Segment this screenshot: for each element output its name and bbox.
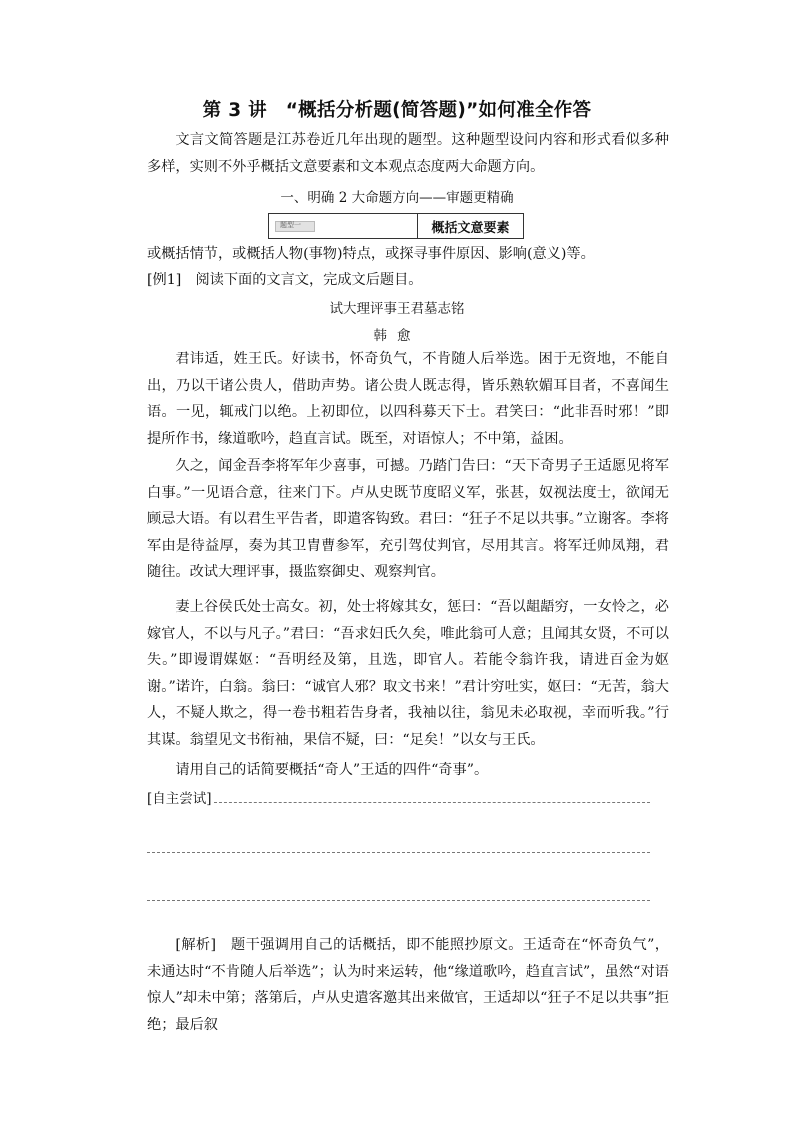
- tag-description: 或概括情节，或概括人物(事物)特点，或探寻事件原因、影响(意义)等。: [147, 246, 595, 262]
- analysis-paragraph: [解析] 题干强调用自己的话概括，即不能照抄原文。王适奇在“怀奇负气”，未通达时“不肯随人后举选”；认为时来运转，他“缘道歌吟，趋直言试”，虽然“对语惊人”却未中第；落第后，卢从史遣客邀其出来做官，王适却以“狂子不足以共事”拒绝；最后叙: [147, 937, 669, 1033]
- article-paragraph-2: 久之，闻金吾李将军年少喜事，可撼。乃踏门告曰：“天下奇男子王适愿见将军白事。”一见语合意，往来门下。卢从史既节度昭义军，张甚，奴视法度士，欲闻无顾忌大语。有以君生平告者，即遣客钩致。君曰：“狂子不足以共事。”立谢客。李将军由是待益厚，奏为其卫胄曹参军，充引驾仗判官，尽用其言。将军迁帅凤翔，君随往。改试大理评事，摄监察御史、观察判官。: [147, 458, 669, 580]
- page-title: 第 3 讲 “概括分析题(简答题)”如何准全作答: [202, 100, 592, 121]
- article-author: 韩愈: [373, 328, 421, 344]
- tag-mini-label: 题型一: [280, 221, 301, 229]
- answer-line-1[interactable]: [214, 802, 650, 803]
- answer-line-2[interactable]: [147, 852, 650, 853]
- question-type-tag: [268, 213, 524, 239]
- tag-badge: [269, 214, 418, 238]
- article-paragraph-1: 君讳适，姓王氏。好读书，怀奇负气，不肯随人后举选。困于无资地，不能自出，乃以干诸公贵人，借助声势。诸公贵人既志得，皆乐熟软媚耳目者，不喜闻生语。一见，辄戒门以绝。上初即位，以四科募天下士。君笑曰：“此非吾时邪！”即提所作书，缘道歌吟，趋直言试。既至，对语惊人；不中第，益困。: [147, 351, 669, 447]
- tag-mini-label-box: [275, 221, 315, 232]
- article-title: 试大理评事王君墓志铭: [329, 301, 465, 317]
- intro-paragraph: 文言文简答题是江苏卷近几年出现的题型。这种题型设问内容和形式看似多种多样，实则不外乎概括文意要素和文本观点态度两大命题方向。: [147, 132, 669, 175]
- answer-line-3[interactable]: [147, 900, 650, 901]
- example-label: [例1] 阅读下面的文言文，完成文后题目。: [147, 272, 423, 288]
- tag-label: 概括文意要素: [431, 220, 510, 236]
- question-prompt: 请用自己的话简要概括“奇人”王适的四件“奇事”。: [175, 762, 489, 778]
- attempt-label: [自主尝试]: [147, 791, 212, 807]
- article-paragraph-3: 妻上谷侯氏处士高女。初，处士将嫁其女，惩曰：“吾以龃龉穷，一女怜之，必嫁官人，不以与凡子。”君曰：“吾求妇氏久矣，唯此翁可人意；且闻其女贤，不可以失。”即谩谓媒妪：“吾明经及第，且选，即官人。若能令翁许我，请进百金为妪谢。”诺许，白翁。翁曰：“诚官人邪？取文书来！”君计穷吐实，妪曰：“无苦，翁大人，不疑人欺之，得一卷书粗若告身者，我袖以往，翁见未必取视，幸而听我。”行其谋。翁望见文书衔袖，果信不疑，曰：“足矣！”以女与王氏。: [147, 599, 669, 748]
- section-heading: 一、明确 2 大命题方向——审题更精确: [280, 190, 514, 206]
